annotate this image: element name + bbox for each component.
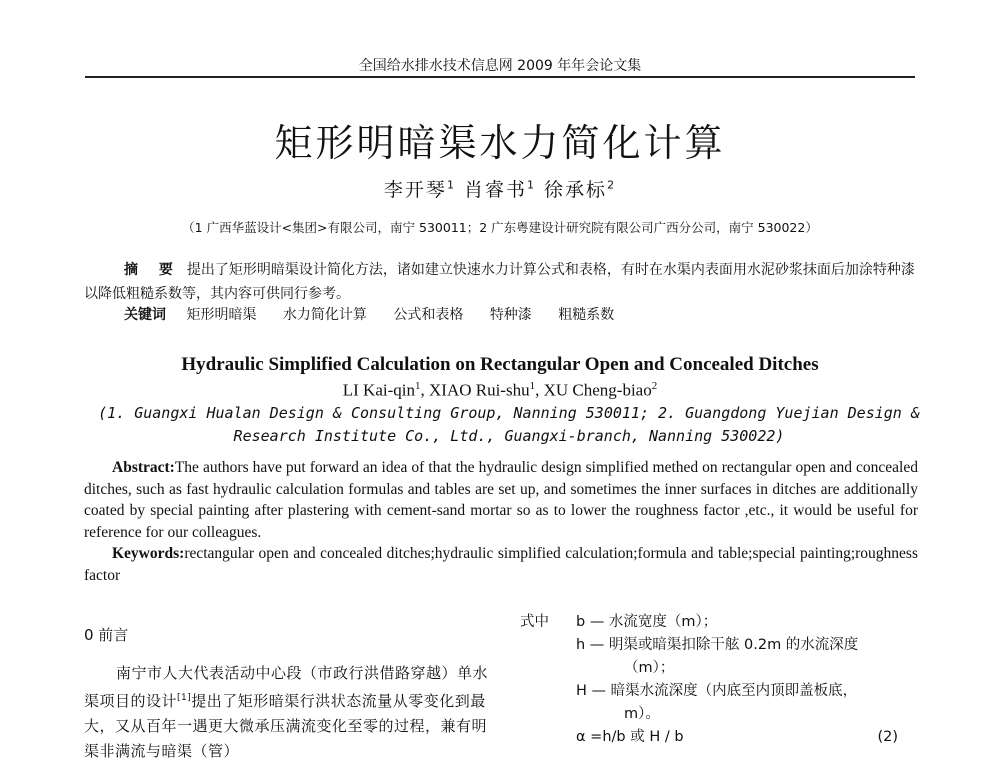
abstract-en — [84, 457, 918, 586]
abstract-cn-text: 提出了矩形明暗渠设计简化方法，诸如建立快速水力计算公式和表格，有时在水渠内表面用水泥砂浆抹面后加涂特种漆以降低粗糙系数等，其内容可供同行参考。 — [84, 262, 915, 302]
section-heading: 0 前言 — [84, 626, 129, 644]
author-cn-3: 徐承标 — [544, 179, 608, 201]
keywords-en-label: Keywords: — [112, 545, 185, 562]
def-h-line2: （m）； — [624, 660, 675, 676]
left-column — [84, 624, 494, 764]
abstract-en-label: Abstract: — [112, 459, 175, 476]
abstract-cn — [84, 258, 918, 306]
right-column — [520, 611, 940, 749]
keyword-cn: 水力简化计算 — [282, 307, 367, 323]
affiliations-en-line1: (1. Guangxi Hualan Design & Consulting Group, Nanning 530011; 2. Guangdong Yuejian Design & — [98, 404, 920, 422]
where-prefix: 式中 — [520, 614, 549, 630]
author-en-1: LI Kai-qin — [342, 380, 415, 400]
running-head: 全国给水排水技术信息网 2009 年年会论文集 — [358, 58, 642, 74]
affiliations-en — [94, 402, 924, 448]
author-en-2-aff: 1 — [529, 380, 536, 392]
paper-title-en: Hydraulic Simplified Calculation on Rectangular Open and Concealed Ditches — [181, 354, 819, 375]
body-text-part1: 南宁市人大代表活动中心段（市政行洪借路穿越）单水渠项目的设计 — [84, 664, 489, 710]
body-text-part2: 提出了矩形暗渠行洪状态流量从零变化到最大，又从百年一遇更大微承压满流变化至零的过程，兼有明渠非满流与暗渠（管） — [84, 692, 488, 760]
def-H-line1: H — 暗渠水流深度（内底至内顶即盖板底， — [576, 683, 858, 699]
author-en-1-aff: 1 — [415, 380, 421, 392]
keyword-cn: 公式和表格 — [393, 307, 464, 323]
author-cn-2-aff: 1 — [527, 178, 536, 192]
keywords-cn — [124, 304, 918, 324]
author-cn-1: 李开琴 — [383, 179, 447, 201]
author-cn-1-aff: 1 — [446, 178, 456, 192]
keyword-cn: 特种漆 — [489, 307, 532, 323]
keyword-cn: 粗糙系数 — [558, 307, 615, 323]
author-en-3-aff: 2 — [651, 380, 658, 392]
authors-en: LI Kai-qin$^1$, XIAO Rui-shu$^1$, XU Cheng-biao$^2$ — [342, 380, 658, 400]
def-b: b — 水流宽度（m）； — [576, 614, 718, 630]
section-body — [84, 661, 494, 764]
author-en-3: XU Cheng-biao — [543, 380, 652, 400]
keyword-cn: 矩形明暗渠 — [186, 307, 257, 323]
affiliations-cn: （1 广西华蓝设计<集团>有限公司，南宁 530011；2 广东粤建设计研究院有限公司广西分公司，南宁 530022） — [182, 220, 818, 235]
header-rule — [85, 76, 915, 78]
keywords-cn-label: 关键词 — [124, 307, 166, 323]
keywords-en-text: rectangular open and concealed ditches;hydraulic simplified calculation;formula and table;special painting;roughness factor — [84, 545, 918, 584]
abstract-en-text: The authors have put forward an idea of that the hydraulic design simplified methed on rectangular open and concealed ditches, such as fast hydraulic calculation formulas and tables are set up, and sometimes the inner surfaces in ditches are additionally coated by special painting after plastering with cement-sand mortar so as to lower the roughness factor ,etc., it would be useful for reference for our colleagues. — [84, 459, 918, 541]
author-cn-2: 肖睿书 — [463, 179, 527, 201]
author-en-2: XIAO Rui-shu — [429, 380, 530, 400]
formula: α =h/b 或 H / b — [576, 729, 684, 745]
paper-title-cn: 矩形明暗渠水力简化计算 — [274, 121, 726, 165]
authors-cn — [0, 175, 1000, 202]
author-cn-3-aff: 2 — [607, 178, 617, 192]
affiliations-en-line2: Research Institute Co., Ltd., Guangxi-branch, Nanning 530022) — [233, 427, 785, 445]
equation-number: (2) — [877, 729, 898, 745]
def-H-line2: m）。 — [624, 706, 660, 722]
def-h-line1: h — 明渠或暗渠扣除干舷 0.2m 的水流深度 — [576, 637, 859, 653]
abstract-cn-label: 摘 要 — [124, 262, 181, 278]
citation-ref: [1] — [177, 693, 192, 703]
